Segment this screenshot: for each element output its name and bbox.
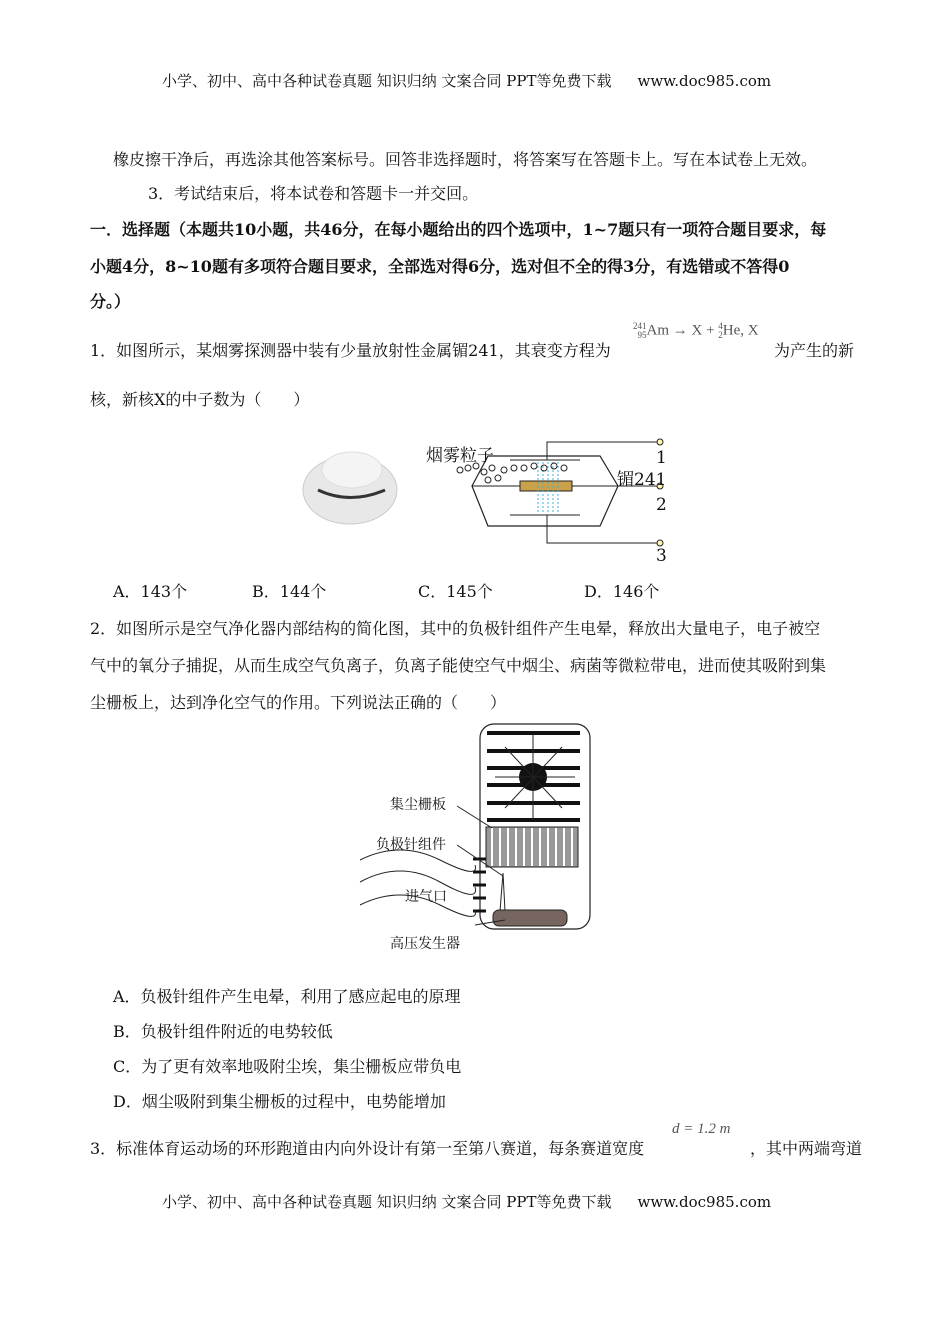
mass-number: 4 [718, 321, 723, 331]
page-header [162, 70, 771, 91]
q2-text: 气中的氧分子捕捉，从而生成空气负离子，负离子能使空气中烟尘、病菌等微粒带电，进而使其吸附到集 [90, 656, 827, 675]
q2-text: 尘栅板上，达到净化空气的作用。下列说法正确的（ ） [90, 693, 507, 712]
mass-number: 241 [633, 321, 647, 331]
instruction-line: 3．考试结束后，将本试卷和答题卡一并交回。 [148, 184, 479, 203]
q3-text: ，其中两端弯道 [750, 1139, 863, 1158]
option-c[interactable]: C．145个 [418, 582, 493, 601]
smoke-label: 烟雾粒子 [426, 446, 494, 466]
atomic-number: 2 [718, 330, 723, 340]
q1-text: 1．如图所示，某烟雾探测器中装有少量放射性金属镅241，其衰变方程为 [90, 341, 611, 360]
option-d[interactable]: D．146个 [584, 582, 660, 601]
dust-plate-label: 集尘栅板 [390, 797, 446, 813]
arrow: → X + [672, 322, 715, 339]
smoke-detector-photo [300, 435, 400, 530]
option-a[interactable]: A．143个 [113, 582, 188, 601]
element: Am [646, 322, 669, 339]
section-heading: 一．选择题（本题共10小题，共46分，在每小题给出的四个选项中，1~7题只有一项符合题目要求，每 [90, 220, 827, 239]
footer-text: 小学、初中、高中各种试卷真题 知识归纳 文案合同 PPT等免费下载 [162, 1193, 612, 1211]
option-b[interactable]: B．144个 [252, 582, 327, 601]
option-a[interactable]: A．负极针组件产生电晕，利用了感应起电的原理 [113, 987, 461, 1006]
terminal-3: 3 [656, 546, 667, 566]
generator-label: 高压发生器 [390, 936, 460, 952]
element: He, X [722, 322, 759, 339]
atomic-number: 95 [637, 330, 647, 340]
decay-equation [633, 322, 759, 340]
terminal-2: 2 [656, 495, 667, 515]
page-footer [162, 1191, 771, 1212]
q1-text: 核，新核X的中子数为（ ） [90, 390, 310, 409]
instruction-line: 橡皮擦干净后，再选涂其他答案标号。回答非选择题时，将答案写在答题卡上。写在本试卷上无效。 [113, 150, 818, 169]
section-heading: 小题4分，8~10题有多项符合题目要求，全部选对得6分，选对但不全的得3分，有选错或不答得0 [90, 257, 790, 276]
option-d[interactable]: D．烟尘吸附到集尘栅板的过程中，电势能增加 [113, 1092, 446, 1111]
terminal-1: 1 [656, 448, 667, 468]
needle-label: 负极针组件 [376, 837, 446, 853]
q2-text: 2．如图所示是空气净化器内部结构的简化图，其中的负极针组件产生电晕，释放出大量电子，电子被空 [90, 619, 821, 638]
q1-text: 为产生的新 [774, 341, 855, 360]
inlet-label: 进气口 [405, 889, 447, 905]
option-c[interactable]: C．为了更有效率地吸附尘埃，集尘栅板应带负电 [113, 1057, 462, 1076]
americium-label: 镅241 [617, 470, 667, 490]
footer-url[interactable]: www.doc985.com [637, 1193, 772, 1211]
option-b[interactable]: B．负极针组件附近的电势较低 [113, 1022, 333, 1041]
header-text: 小学、初中、高中各种试卷真题 知识归纳 文案合同 PPT等免费下载 [162, 72, 612, 90]
section-heading: 分。） [90, 292, 131, 311]
question-1-text [90, 338, 611, 361]
header-url[interactable]: www.doc985.com [637, 72, 772, 90]
track-width-formula: d = 1.2 m [672, 1121, 731, 1137]
q3-text: 3．标准体育运动场的环形跑道由内向外设计有第一至第八赛道，每条赛道宽度 [90, 1139, 645, 1158]
